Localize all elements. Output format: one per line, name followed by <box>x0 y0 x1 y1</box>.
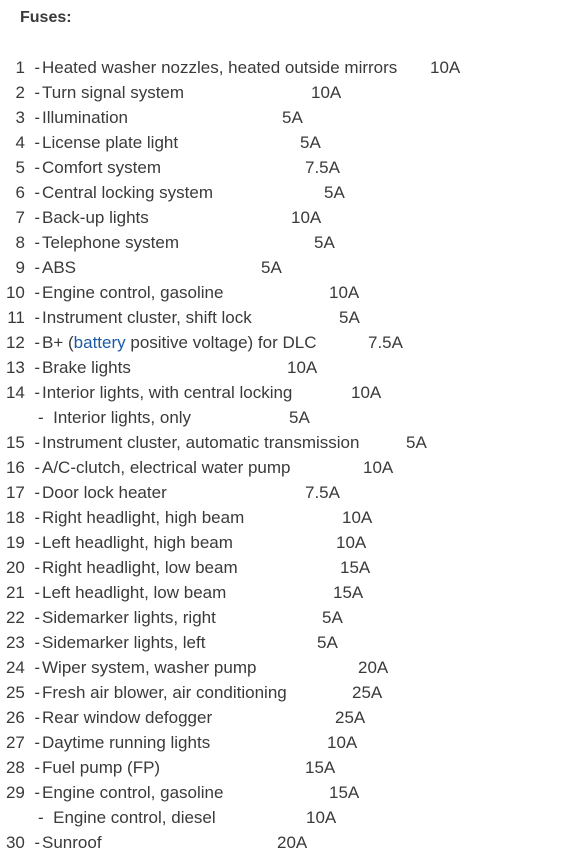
fuse-description: Central locking system <box>42 183 214 202</box>
fuse-amperage: 10A <box>336 533 367 552</box>
fuse-row <box>0 432 580 457</box>
fuse-amperage: 5A <box>314 233 335 252</box>
fuse-row <box>0 757 580 782</box>
fuse-row <box>0 132 580 157</box>
fuse-row <box>0 832 580 857</box>
fuse-description: Sidemarker lights, left <box>42 633 206 652</box>
fuse-description: Instrument cluster, automatic transmission <box>42 433 360 452</box>
fuse-row <box>0 307 580 332</box>
fuse-list <box>0 57 580 857</box>
fuse-number: 1 - <box>15 58 40 77</box>
fuse-amperage: 5A <box>317 633 338 652</box>
fuse-description: Right headlight, low beam <box>42 558 238 577</box>
fuse-row <box>0 332 580 357</box>
fuse-amperage: 15A <box>329 783 360 802</box>
fuse-description: Heated washer nozzles, heated outside mirrors <box>42 58 398 77</box>
fuse-amperage: 10A <box>430 58 461 77</box>
fuse-description: - Engine control, diesel <box>38 808 216 827</box>
fuse-description: Daytime running lights <box>42 733 211 752</box>
fuse-amperage: 5A <box>300 133 321 152</box>
fuse-amperage: 20A <box>358 658 389 677</box>
fuse-row <box>0 357 580 382</box>
fuse-number: 2 - <box>15 83 40 102</box>
fuse-row <box>0 607 580 632</box>
fuse-number: 7 - <box>15 208 40 227</box>
fuse-amperage: 25A <box>335 708 366 727</box>
fuse-amperage: 7.5A <box>305 158 340 177</box>
fuse-description: Sidemarker lights, right <box>42 608 216 627</box>
fuse-amperage: 15A <box>340 558 371 577</box>
fuse-row <box>0 232 580 257</box>
fuse-description: B+ (battery positive voltage) for DLC <box>42 333 317 352</box>
fuse-row <box>0 57 580 82</box>
fuse-row <box>0 157 580 182</box>
fuse-description: Fresh air blower, air conditioning <box>42 683 287 702</box>
fuse-amperage: 10A <box>311 83 342 102</box>
fuse-amperage: 10A <box>287 358 318 377</box>
fuse-description: Wiper system, washer pump <box>42 658 257 677</box>
fuse-description: Sunroof <box>42 833 102 852</box>
fuse-number: 4 - <box>15 133 40 152</box>
fuse-amperage: 5A <box>322 608 343 627</box>
fuse-description: Left headlight, low beam <box>42 583 227 602</box>
section-heading: Fuses: <box>20 9 72 26</box>
fuse-amperage: 10A <box>291 208 322 227</box>
fuse-amperage: 5A <box>282 108 303 127</box>
fuse-description: Right headlight, high beam <box>42 508 245 527</box>
fuse-amperage: 10A <box>363 458 394 477</box>
fuse-amperage: 10A <box>327 733 358 752</box>
fuse-description: A/C-clutch, electrical water pump <box>42 458 291 477</box>
fuse-description: Engine control, gasoline <box>42 783 224 802</box>
fuse-amperage: 25A <box>352 683 383 702</box>
fuse-row <box>0 707 580 732</box>
fuse-row <box>0 557 580 582</box>
fuse-row <box>0 207 580 232</box>
fuse-amperage: 15A <box>305 758 336 777</box>
fuse-number: 9 - <box>15 258 40 277</box>
fuse-amperage: 5A <box>339 308 360 327</box>
fuse-number: 25 - <box>5 683 40 702</box>
fuse-description: License plate light <box>42 133 179 152</box>
fuse-row <box>0 582 580 607</box>
fuse-number: 20 - <box>5 558 40 577</box>
fuse-number: 10 - <box>5 283 40 302</box>
fuse-row <box>0 82 580 107</box>
fuse-description: Telephone system <box>42 233 180 252</box>
fuse-description: Instrument cluster, shift lock <box>42 308 252 327</box>
fuse-row <box>0 482 580 507</box>
fuse-amperage: 5A <box>289 408 310 427</box>
fuse-number: 27 - <box>5 733 40 752</box>
fuse-row <box>0 257 580 282</box>
fuse-description: Back-up lights <box>42 208 149 227</box>
fuse-row <box>0 182 580 207</box>
fuse-number: 21 - <box>5 583 40 602</box>
fuse-description: Fuel pump (FP) <box>42 758 161 777</box>
fuse-row <box>0 807 580 832</box>
fuse-row <box>0 107 580 132</box>
fuse-number: 24 - <box>5 658 40 677</box>
fuse-row <box>0 657 580 682</box>
fuse-row <box>0 632 580 657</box>
fuse-number: 30 - <box>5 833 40 852</box>
fuse-row <box>0 782 580 807</box>
fuse-row <box>0 282 580 307</box>
fuse-number: 26 - <box>5 708 40 727</box>
fuse-number: 6 - <box>15 183 40 202</box>
fuse-row <box>0 407 580 432</box>
fuse-description: Rear window defogger <box>42 708 213 727</box>
fuse-row <box>0 382 580 407</box>
fuse-number: 23 - <box>5 633 40 652</box>
fuse-amperage: 20A <box>277 833 308 852</box>
fuse-description: Brake lights <box>42 358 131 377</box>
fuse-row <box>0 682 580 707</box>
fuse-amperage: 15A <box>333 583 364 602</box>
fuse-description: Door lock heater <box>42 483 167 502</box>
fuse-number: 29 - <box>5 783 40 802</box>
fuse-number: 28 - <box>5 758 40 777</box>
fuse-number: 22 - <box>5 608 40 627</box>
fuse-number: 11 - <box>7 308 40 327</box>
fuse-amperage: 10A <box>329 283 360 302</box>
fuse-amperage: 10A <box>342 508 373 527</box>
fuse-number: 3 - <box>15 108 40 127</box>
fuse-description: Comfort system <box>42 158 162 177</box>
fuse-description: Engine control, gasoline <box>42 283 224 302</box>
fuse-amperage: 7.5A <box>368 333 403 352</box>
fuse-row <box>0 457 580 482</box>
fuse-amperage: 5A <box>324 183 345 202</box>
fuse-number: 16 - <box>5 458 40 477</box>
fuse-amperage: 7.5A <box>305 483 340 502</box>
fuse-description: Interior lights, with central locking <box>42 383 293 402</box>
fuse-amperage: 5A <box>261 258 282 277</box>
fuse-number: 14 - <box>5 383 40 402</box>
fuse-amperage: 5A <box>406 433 427 452</box>
fuse-description: Turn signal system <box>42 83 185 102</box>
fuse-row <box>0 532 580 557</box>
fuse-number: 8 - <box>15 233 40 252</box>
fuse-number: 15 - <box>5 433 40 452</box>
fuse-number: 17 - <box>5 483 40 502</box>
fuse-description: Left headlight, high beam <box>42 533 233 552</box>
fuse-description: ABS <box>42 258 77 277</box>
fuse-description: - Interior lights, only <box>38 408 192 427</box>
fuse-amperage: 10A <box>351 383 382 402</box>
fuse-number: 13 - <box>5 358 40 377</box>
fuse-description: Illumination <box>42 108 128 127</box>
fuse-number: 18 - <box>5 508 40 527</box>
fuse-row <box>0 507 580 532</box>
fuse-number: 5 - <box>15 158 40 177</box>
fuse-number: 12 - <box>5 333 40 352</box>
battery-link[interactable]: battery <box>73 333 126 352</box>
fuse-row <box>0 732 580 757</box>
fuse-number: 19 - <box>5 533 40 552</box>
fuse-amperage: 10A <box>306 808 337 827</box>
